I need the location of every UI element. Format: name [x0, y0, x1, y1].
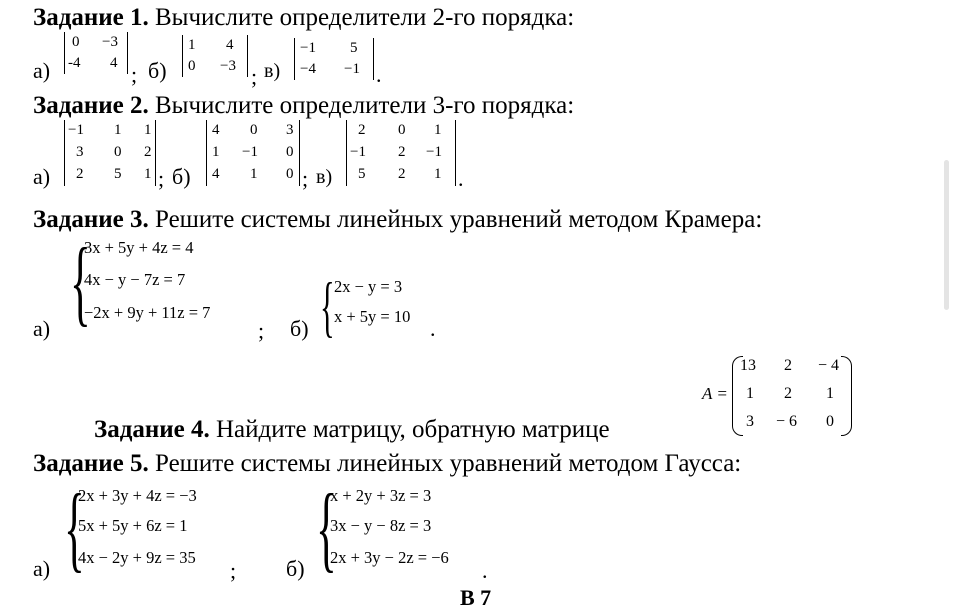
matrix-cell: −1 [344, 61, 360, 77]
matrix-cell: 1 [826, 385, 834, 402]
task1-sep-b: ; [251, 64, 258, 89]
task2-sep-b: ; [302, 166, 309, 191]
matrix-cell: −4 [300, 61, 316, 77]
matrix-cell: 1 [746, 385, 754, 402]
task1-heading: Задание 1. [33, 4, 149, 31]
matrix-cell: 5 [350, 40, 358, 56]
task3-end-b: . [430, 316, 436, 341]
matrix-cell: 1 [212, 144, 220, 160]
task5-heading: Задание 5. [33, 450, 149, 477]
task2-sep-a: ; [158, 166, 165, 191]
task1-label-a: а) [33, 58, 51, 83]
matrix-cell: 0 [72, 34, 80, 50]
matrix-cell: 0 [398, 122, 406, 138]
matrix-cell: −3 [220, 58, 236, 74]
matrix-cell: 0 [286, 144, 294, 160]
task5-end-a: ; [230, 558, 237, 583]
task4-line [94, 416, 610, 444]
matrix-cell: 0 [250, 122, 258, 138]
scrollbar[interactable] [944, 160, 949, 310]
task3-brace-b: { [320, 268, 335, 344]
matrix-cell: 1 [144, 122, 152, 138]
task5-label-a: а) [33, 556, 51, 581]
task1-sep-a: ; [131, 62, 138, 87]
task1-end: . [376, 62, 382, 87]
task1-det-b [182, 35, 248, 77]
task2-heading: Задание 2. [33, 92, 149, 119]
task5-end-b: . [482, 558, 488, 583]
matrix-cell: 2 [398, 166, 406, 182]
matrix-cell: 4 [110, 55, 118, 71]
task5-label-b: б) [286, 556, 305, 581]
task5-eq-b1: x + 2y + 3z = 3 [330, 486, 432, 505]
task3-end-a: ; [258, 318, 265, 343]
matrix-cell: 4 [212, 166, 220, 182]
matrix-cell: 3 [286, 122, 294, 138]
task3-eq-a1: 3x + 5y + 4z = 4 [84, 238, 194, 257]
matrix-cell: −1 [350, 144, 366, 160]
matrix-cell: 2 [784, 385, 792, 402]
matrix-cell: -4 [68, 55, 81, 71]
task2-label-b: б) [172, 164, 191, 189]
task3-heading: Задание 3. [33, 206, 149, 233]
task4-heading: Задание 4. [94, 416, 210, 443]
task3-brace-a: { [70, 228, 91, 335]
task2-det-a [64, 120, 156, 186]
matrix-cell: −1 [426, 144, 442, 160]
task4-matrix [732, 356, 852, 436]
matrix-cell: 0 [114, 144, 122, 160]
matrix-cell: − 6 [776, 413, 798, 430]
matrix-cell: 2 [398, 144, 406, 160]
matrix-cell: 0 [286, 166, 294, 182]
task1-det-v [294, 38, 374, 80]
task2-text: Вычислите определители 3-го порядка: [155, 92, 575, 119]
matrix-cell: 1 [250, 166, 258, 182]
matrix-cell: 5 [114, 166, 122, 182]
task5-eq-a2: 5x + 5y + 6z = 1 [78, 516, 188, 535]
task2-det-v [346, 120, 456, 186]
task2-det-b [206, 120, 300, 186]
task4-text: Найдите матрицу, обратную матрице [216, 416, 610, 443]
task5-eq-b3: 2x + 3y − 2z = −6 [330, 548, 449, 567]
matrix-cell: 2 [784, 357, 792, 374]
matrix-cell: −1 [300, 40, 316, 56]
task1-text: Вычислите определители 2-го порядка: [155, 4, 575, 31]
matrix-cell: 2 [144, 144, 152, 160]
matrix-cell: 3 [76, 144, 84, 160]
task3-line [33, 206, 762, 234]
matrix-cell: 1 [434, 122, 442, 138]
matrix-cell: 0 [188, 58, 196, 74]
task2-label-v: в) [316, 166, 333, 188]
matrix-cell: −1 [68, 122, 84, 138]
task3-text: Решите системы линейных уравнений методом Крамера: [155, 206, 763, 233]
matrix-cell: 1 [434, 166, 442, 182]
task1-label-b: б) [148, 58, 167, 83]
task2-label-a: а) [33, 164, 51, 189]
matrix-cell: 4 [226, 37, 234, 53]
matrix-cell: 3 [746, 413, 754, 430]
task5-text: Решите системы линейных уравнений методом Гаусса: [155, 450, 742, 477]
task4-matrix-name: A = [702, 384, 728, 403]
matrix-cell: −1 [242, 144, 258, 160]
matrix-cell: 5 [358, 166, 366, 182]
matrix-cell: − 4 [818, 357, 840, 374]
matrix-cell: 1 [144, 166, 152, 182]
task2-end: . [458, 166, 464, 191]
task1-label-v: в) [264, 60, 281, 82]
task5-brace-a: { [64, 474, 85, 581]
task1-det-a [64, 32, 128, 74]
matrix-cell: 4 [212, 122, 220, 138]
matrix-cell: −3 [102, 34, 118, 50]
footer-cut-text: В 7 [460, 585, 492, 610]
task3-eq-b2: x + 5y = 10 [334, 307, 411, 326]
task1-line [33, 4, 574, 32]
task3-eq-a2: 4x − y − 7z = 7 [84, 270, 186, 289]
matrix-cell: 2 [358, 122, 366, 138]
matrix-cell: 13 [740, 357, 756, 374]
task5-brace-b: { [316, 474, 337, 581]
task3-label-a: а) [33, 316, 51, 341]
task2-line [33, 92, 574, 120]
task5-eq-a1: 2x + 3y + 4z = −3 [78, 486, 197, 505]
task3-eq-b1: 2x − y = 3 [334, 277, 403, 296]
matrix-cell: 0 [826, 413, 834, 430]
matrix-cell: 1 [188, 37, 196, 53]
task5-eq-a3: 4x − 2y + 9z = 35 [78, 548, 196, 567]
task5-line [33, 450, 741, 478]
matrix-cell: 2 [76, 166, 84, 182]
task3-eq-a3: −2x + 9y + 11z = 7 [84, 303, 211, 322]
task5-eq-b2: 3x − y − 8z = 3 [330, 516, 432, 535]
task3-label-b: б) [290, 316, 309, 341]
matrix-cell: 1 [114, 122, 122, 138]
